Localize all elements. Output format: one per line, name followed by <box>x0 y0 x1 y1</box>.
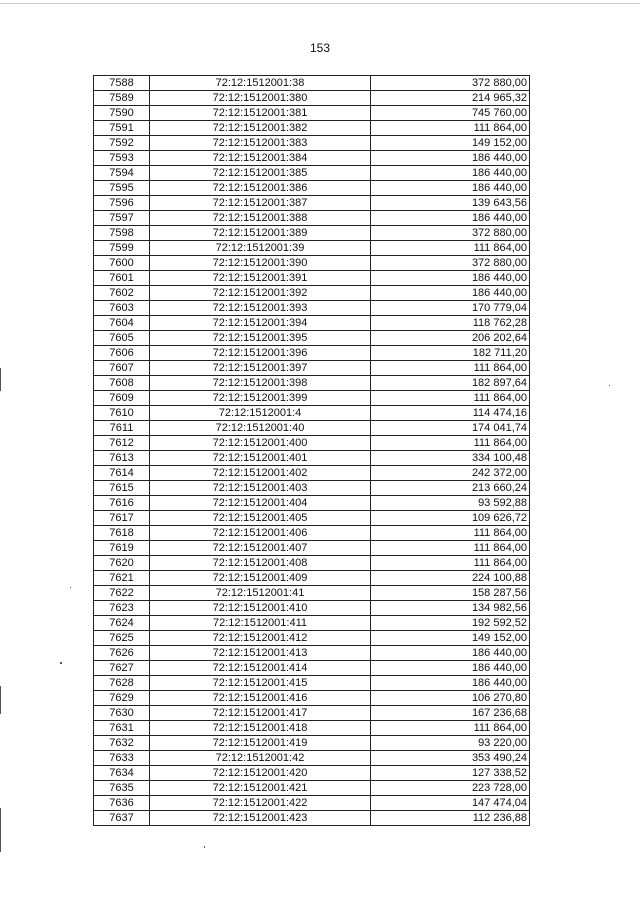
amount-cell: 334 100,48 <box>371 451 530 466</box>
amount-cell: 147 474,04 <box>371 796 530 811</box>
row-number-cell: 7596 <box>94 196 150 211</box>
table-row <box>94 736 530 751</box>
row-number-cell: 7612 <box>94 436 150 451</box>
table-row <box>94 586 530 601</box>
cadastral-number-cell: 72:12:1512001:407 <box>150 541 371 556</box>
row-number-cell: 7628 <box>94 676 150 691</box>
amount-cell: 186 440,00 <box>371 181 530 196</box>
amount-cell: 93 220,00 <box>371 736 530 751</box>
table-row <box>94 721 530 736</box>
scan-mark <box>0 808 1 852</box>
cadastral-number-cell: 72:12:1512001:408 <box>150 556 371 571</box>
amount-cell: 213 660,24 <box>371 481 530 496</box>
table-row <box>94 196 530 211</box>
row-number-cell: 7618 <box>94 526 150 541</box>
cadastral-number-cell: 72:12:1512001:405 <box>150 511 371 526</box>
table-row <box>94 376 530 391</box>
row-number-cell: 7632 <box>94 736 150 751</box>
cadastral-number-cell: 72:12:1512001:398 <box>150 376 371 391</box>
table-row <box>94 256 530 271</box>
row-number-cell: 7601 <box>94 271 150 286</box>
amount-cell: 118 762,28 <box>371 316 530 331</box>
cadastral-number-cell: 72:12:1512001:389 <box>150 226 371 241</box>
row-number-cell: 7625 <box>94 631 150 646</box>
table-row <box>94 811 530 826</box>
cadastral-number-cell: 72:12:1512001:410 <box>150 601 371 616</box>
row-number-cell: 7623 <box>94 601 150 616</box>
table-row <box>94 211 530 226</box>
table-row <box>94 391 530 406</box>
cadastral-number-cell: 72:12:1512001:38 <box>150 76 371 91</box>
row-number-cell: 7613 <box>94 451 150 466</box>
cadastral-number-cell: 72:12:1512001:416 <box>150 691 371 706</box>
cadastral-number-cell: 72:12:1512001:385 <box>150 166 371 181</box>
amount-cell: 372 880,00 <box>371 226 530 241</box>
row-number-cell: 7589 <box>94 91 150 106</box>
cadastral-number-cell: 72:12:1512001:413 <box>150 646 371 661</box>
amount-cell: 372 880,00 <box>371 256 530 271</box>
row-number-cell: 7600 <box>94 256 150 271</box>
amount-cell: 186 440,00 <box>371 646 530 661</box>
scan-mark <box>0 368 1 391</box>
cadastral-number-cell: 72:12:1512001:406 <box>150 526 371 541</box>
row-number-cell: 7607 <box>94 361 150 376</box>
table-row <box>94 316 530 331</box>
cadastral-number-cell: 72:12:1512001:402 <box>150 466 371 481</box>
table-row <box>94 691 530 706</box>
table-row <box>94 331 530 346</box>
row-number-cell: 7636 <box>94 796 150 811</box>
amount-cell: 111 864,00 <box>371 721 530 736</box>
amount-cell: 111 864,00 <box>371 541 530 556</box>
amount-cell: 224 100,88 <box>371 571 530 586</box>
amount-cell: 186 440,00 <box>371 166 530 181</box>
table-row <box>94 676 530 691</box>
table-row <box>94 526 530 541</box>
cadastral-number-cell: 72:12:1512001:420 <box>150 766 371 781</box>
cadastral-number-cell: 72:12:1512001:417 <box>150 706 371 721</box>
row-number-cell: 7627 <box>94 661 150 676</box>
table-row <box>94 796 530 811</box>
top-rule <box>0 3 640 4</box>
table-row <box>94 361 530 376</box>
page-number: 153 <box>309 41 331 55</box>
amount-cell: 372 880,00 <box>371 76 530 91</box>
scan-mark <box>70 587 71 588</box>
amount-cell: 111 864,00 <box>371 556 530 571</box>
cadastral-number-cell: 72:12:1512001:421 <box>150 781 371 796</box>
table-row <box>94 181 530 196</box>
cadastral-number-cell: 72:12:1512001:381 <box>150 106 371 121</box>
scan-mark <box>60 662 62 664</box>
table-row <box>94 301 530 316</box>
amount-cell: 112 236,88 <box>371 811 530 826</box>
row-number-cell: 7606 <box>94 346 150 361</box>
table-row <box>94 421 530 436</box>
cadastral-number-cell: 72:12:1512001:409 <box>150 571 371 586</box>
row-number-cell: 7592 <box>94 136 150 151</box>
cadastral-number-cell: 72:12:1512001:391 <box>150 271 371 286</box>
amount-cell: 186 440,00 <box>371 211 530 226</box>
table-row <box>94 226 530 241</box>
cadastral-number-cell: 72:12:1512001:403 <box>150 481 371 496</box>
table-row <box>94 631 530 646</box>
amount-cell: 134 982,56 <box>371 601 530 616</box>
table-row <box>94 556 530 571</box>
row-number-cell: 7590 <box>94 106 150 121</box>
row-number-cell: 7634 <box>94 766 150 781</box>
table-row <box>94 76 530 91</box>
amount-cell: 109 626,72 <box>371 511 530 526</box>
table-row <box>94 661 530 676</box>
amount-cell: 111 864,00 <box>371 526 530 541</box>
amount-cell: 186 440,00 <box>371 286 530 301</box>
row-number-cell: 7630 <box>94 706 150 721</box>
cadastral-number-cell: 72:12:1512001:387 <box>150 196 371 211</box>
row-number-cell: 7635 <box>94 781 150 796</box>
table-row <box>94 121 530 136</box>
amount-cell: 111 864,00 <box>371 436 530 451</box>
row-number-cell: 7591 <box>94 121 150 136</box>
amount-cell: 186 440,00 <box>371 271 530 286</box>
row-number-cell: 7622 <box>94 586 150 601</box>
table-row <box>94 151 530 166</box>
amount-cell: 158 287,56 <box>371 586 530 601</box>
cadastral-number-cell: 72:12:1512001:392 <box>150 286 371 301</box>
table-row <box>94 481 530 496</box>
amount-cell: 223 728,00 <box>371 781 530 796</box>
scan-mark <box>204 846 205 848</box>
table-row <box>94 766 530 781</box>
cadastral-number-cell: 72:12:1512001:414 <box>150 661 371 676</box>
row-number-cell: 7611 <box>94 421 150 436</box>
amount-cell: 111 864,00 <box>371 361 530 376</box>
row-number-cell: 7609 <box>94 391 150 406</box>
table-row <box>94 106 530 121</box>
row-number-cell: 7594 <box>94 166 150 181</box>
table-row <box>94 451 530 466</box>
row-number-cell: 7617 <box>94 511 150 526</box>
cadastral-number-cell: 72:12:1512001:386 <box>150 181 371 196</box>
table-row <box>94 466 530 481</box>
row-number-cell: 7588 <box>94 76 150 91</box>
row-number-cell: 7597 <box>94 211 150 226</box>
amount-cell: 93 592,88 <box>371 496 530 511</box>
table-row <box>94 436 530 451</box>
amount-cell: 111 864,00 <box>371 121 530 136</box>
scan-mark <box>0 686 1 714</box>
table-row <box>94 751 530 766</box>
amount-cell: 149 152,00 <box>371 631 530 646</box>
amount-cell: 167 236,68 <box>371 706 530 721</box>
cadastral-number-cell: 72:12:1512001:383 <box>150 136 371 151</box>
row-number-cell: 7633 <box>94 751 150 766</box>
cadastral-number-cell: 72:12:1512001:41 <box>150 586 371 601</box>
cadastral-number-cell: 72:12:1512001:390 <box>150 256 371 271</box>
amount-cell: 114 474,16 <box>371 406 530 421</box>
cadastral-number-cell: 72:12:1512001:42 <box>150 751 371 766</box>
row-number-cell: 7621 <box>94 571 150 586</box>
cadastral-number-cell: 72:12:1512001:40 <box>150 421 371 436</box>
row-number-cell: 7631 <box>94 721 150 736</box>
cadastral-number-cell: 72:12:1512001:393 <box>150 301 371 316</box>
cadastral-number-cell: 72:12:1512001:382 <box>150 121 371 136</box>
row-number-cell: 7624 <box>94 616 150 631</box>
amount-cell: 139 643,56 <box>371 196 530 211</box>
amount-cell: 111 864,00 <box>371 391 530 406</box>
table-row <box>94 166 530 181</box>
row-number-cell: 7629 <box>94 691 150 706</box>
cadastral-number-cell: 72:12:1512001:394 <box>150 316 371 331</box>
cadastral-number-cell: 72:12:1512001:400 <box>150 436 371 451</box>
cadastral-number-cell: 72:12:1512001:411 <box>150 616 371 631</box>
table-row <box>94 136 530 151</box>
amount-cell: 192 592,52 <box>371 616 530 631</box>
table-body <box>94 76 530 826</box>
amount-cell: 214 965,32 <box>371 91 530 106</box>
cadastral-number-cell: 72:12:1512001:412 <box>150 631 371 646</box>
row-number-cell: 7620 <box>94 556 150 571</box>
table-row <box>94 706 530 721</box>
table-row <box>94 286 530 301</box>
cadastral-number-cell: 72:12:1512001:397 <box>150 361 371 376</box>
amount-cell: 182 897,64 <box>371 376 530 391</box>
cadastral-number-cell: 72:12:1512001:404 <box>150 496 371 511</box>
row-number-cell: 7602 <box>94 286 150 301</box>
row-number-cell: 7626 <box>94 646 150 661</box>
data-table <box>93 75 530 826</box>
table-row <box>94 91 530 106</box>
amount-cell: 127 338,52 <box>371 766 530 781</box>
row-number-cell: 7593 <box>94 151 150 166</box>
amount-cell: 182 711,20 <box>371 346 530 361</box>
amount-cell: 745 760,00 <box>371 106 530 121</box>
row-number-cell: 7610 <box>94 406 150 421</box>
amount-cell: 186 440,00 <box>371 151 530 166</box>
table-row <box>94 616 530 631</box>
table-row <box>94 646 530 661</box>
cadastral-number-cell: 72:12:1512001:380 <box>150 91 371 106</box>
amount-cell: 111 864,00 <box>371 241 530 256</box>
table-row <box>94 346 530 361</box>
cadastral-number-cell: 72:12:1512001:422 <box>150 796 371 811</box>
row-number-cell: 7619 <box>94 541 150 556</box>
amount-cell: 174 041,74 <box>371 421 530 436</box>
amount-cell: 353 490,24 <box>371 751 530 766</box>
table-row <box>94 241 530 256</box>
row-number-cell: 7608 <box>94 376 150 391</box>
cadastral-number-cell: 72:12:1512001:4 <box>150 406 371 421</box>
cadastral-number-cell: 72:12:1512001:399 <box>150 391 371 406</box>
table-row <box>94 571 530 586</box>
cadastral-number-cell: 72:12:1512001:388 <box>150 211 371 226</box>
amount-cell: 106 270,80 <box>371 691 530 706</box>
row-number-cell: 7605 <box>94 331 150 346</box>
cadastral-number-cell: 72:12:1512001:395 <box>150 331 371 346</box>
amount-cell: 149 152,00 <box>371 136 530 151</box>
row-number-cell: 7637 <box>94 811 150 826</box>
row-number-cell: 7599 <box>94 241 150 256</box>
table-row <box>94 406 530 421</box>
table-row <box>94 541 530 556</box>
amount-cell: 242 372,00 <box>371 466 530 481</box>
cadastral-number-cell: 72:12:1512001:401 <box>150 451 371 466</box>
table-row <box>94 781 530 796</box>
cadastral-number-cell: 72:12:1512001:419 <box>150 736 371 751</box>
scan-mark <box>609 385 610 386</box>
row-number-cell: 7595 <box>94 181 150 196</box>
cadastral-number-cell: 72:12:1512001:39 <box>150 241 371 256</box>
table-row <box>94 496 530 511</box>
cadastral-number-cell: 72:12:1512001:418 <box>150 721 371 736</box>
row-number-cell: 7598 <box>94 226 150 241</box>
row-number-cell: 7614 <box>94 466 150 481</box>
amount-cell: 206 202,64 <box>371 331 530 346</box>
amount-cell: 186 440,00 <box>371 661 530 676</box>
cadastral-number-cell: 72:12:1512001:415 <box>150 676 371 691</box>
cadastral-number-cell: 72:12:1512001:384 <box>150 151 371 166</box>
row-number-cell: 7616 <box>94 496 150 511</box>
row-number-cell: 7604 <box>94 316 150 331</box>
amount-cell: 170 779,04 <box>371 301 530 316</box>
table-row <box>94 601 530 616</box>
amount-cell: 186 440,00 <box>371 676 530 691</box>
cadastral-number-cell: 72:12:1512001:396 <box>150 346 371 361</box>
row-number-cell: 7603 <box>94 301 150 316</box>
table-row <box>94 271 530 286</box>
table-row <box>94 511 530 526</box>
cadastral-number-cell: 72:12:1512001:423 <box>150 811 371 826</box>
row-number-cell: 7615 <box>94 481 150 496</box>
